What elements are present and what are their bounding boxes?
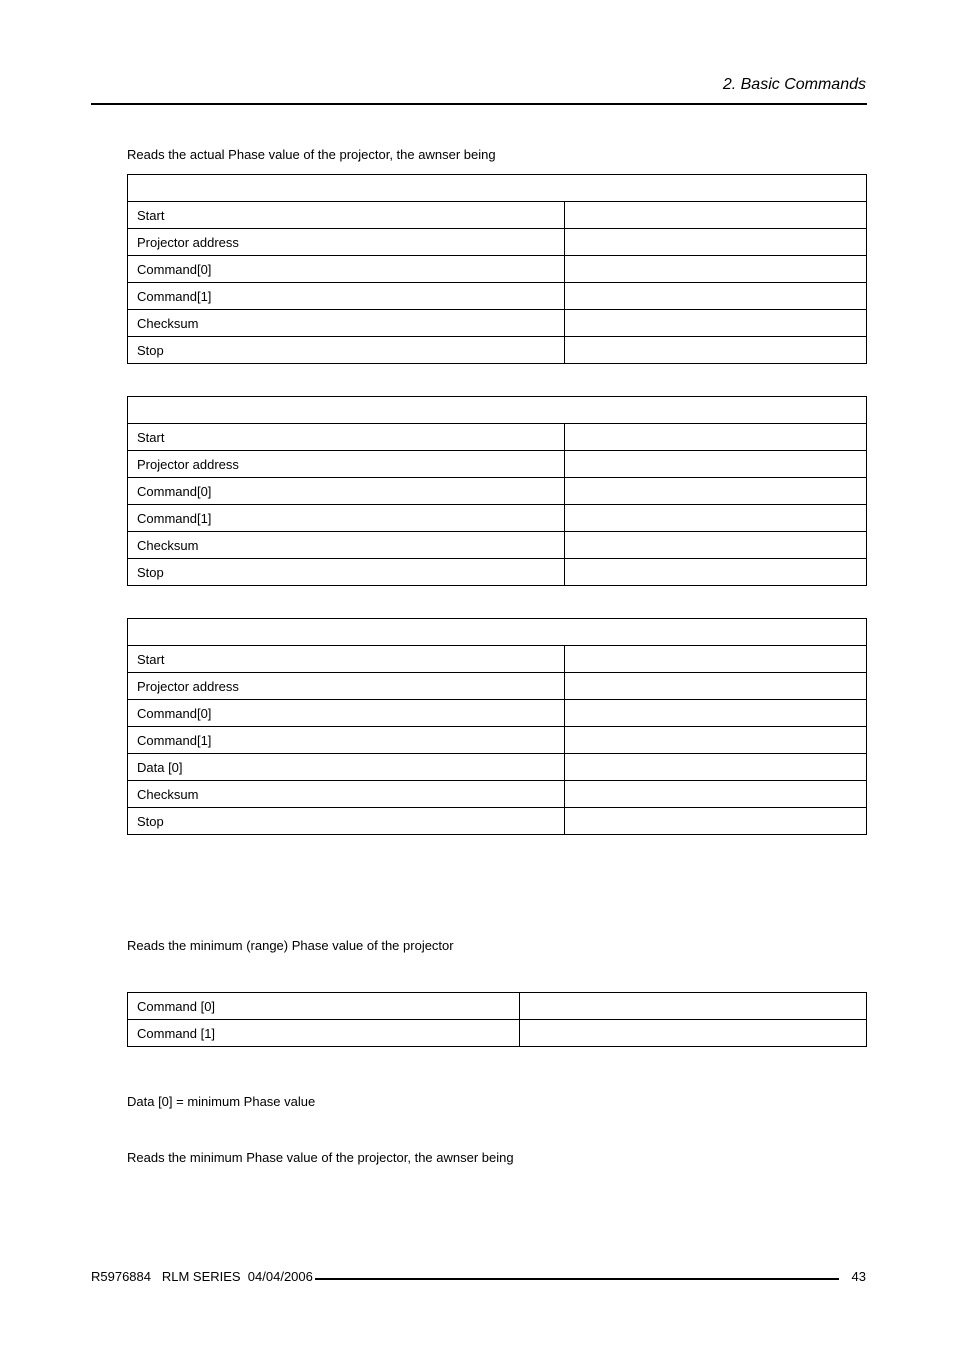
table-caption [128, 619, 867, 646]
table-row: Projector address [128, 451, 867, 478]
table-row: Command [0] [128, 993, 867, 1020]
header-title: 2. Basic Commands [722, 76, 866, 93]
table-row: Command[1] [128, 283, 867, 310]
table-row: Stop [128, 559, 867, 586]
answer-text: Reads the minimum Phase value of the projector, the awnser being [127, 1150, 514, 1165]
table-row: Stop [128, 337, 867, 364]
command-table-4 [127, 992, 867, 1047]
table-caption [128, 175, 867, 202]
table-caption [128, 397, 867, 424]
table-row: Command [1] [128, 1020, 867, 1047]
header-rule [91, 103, 867, 105]
table-row: Command[0] [128, 478, 867, 505]
command-table-1 [127, 174, 867, 364]
table-row: Command[1] [128, 727, 867, 754]
footer-doc-info: R5976884 RLM SERIES 04/04/2006 [91, 1269, 313, 1284]
table-row: Checksum [128, 781, 867, 808]
data-note: Data [0] = minimum Phase value [127, 1094, 316, 1109]
table-row: Start [128, 424, 867, 451]
command-table-3 [127, 618, 867, 835]
table-row: Start [128, 646, 867, 673]
table-row: Command[1] [128, 505, 867, 532]
command-table-2 [127, 396, 867, 586]
footer-rule [315, 1278, 839, 1280]
table-row: Checksum [128, 532, 867, 559]
table-row: Projector address [128, 229, 867, 256]
table-row: Command[0] [128, 256, 867, 283]
table-row: Projector address [128, 673, 867, 700]
table-row: Stop [128, 808, 867, 835]
table-row: Command[0] [128, 700, 867, 727]
intro-text: Reads the actual Phase value of the projector, the awnser being [127, 147, 496, 162]
page-number: 43 [851, 1269, 866, 1284]
table-row: Data [0] [128, 754, 867, 781]
section2-intro-text: Reads the minimum (range) Phase value of the projector [127, 938, 454, 953]
table-row: Checksum [128, 310, 867, 337]
table-row: Start [128, 202, 867, 229]
